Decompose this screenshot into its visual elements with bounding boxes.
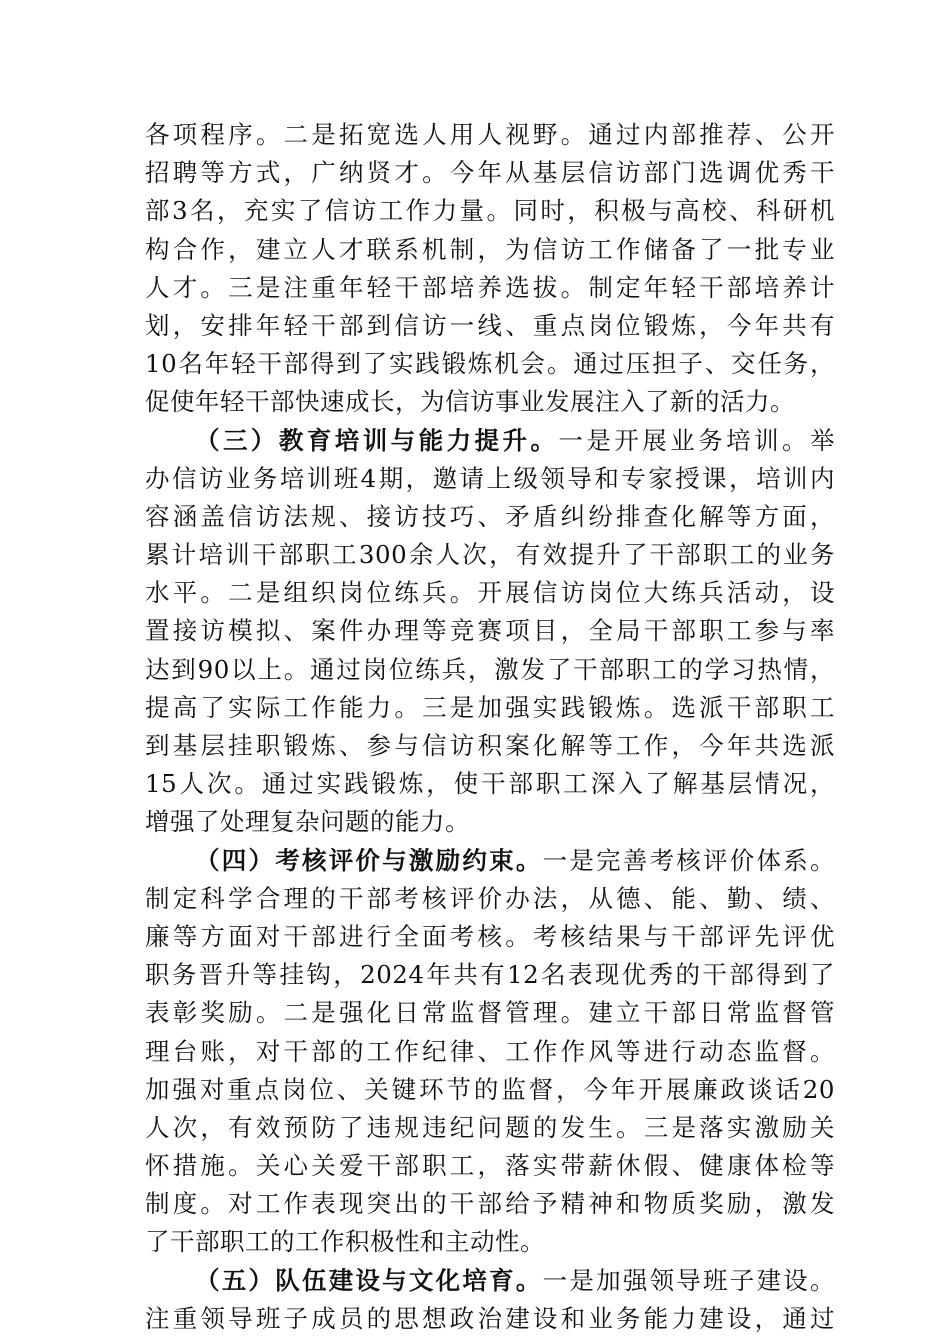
- body-text-line: [145, 192, 835, 230]
- body-text-line: [145, 1109, 835, 1147]
- section-heading-line: [145, 1262, 835, 1300]
- line-text: 累计培训干部职工300余人次，有效提升了干部职工的业务: [145, 540, 835, 570]
- line-text: 划，安排年轻干部到信访一线、重点岗位锻炼，今年共有: [145, 310, 835, 340]
- line-text: 制度。对工作表现突出的干部给予精神和物质奖励，激发: [145, 1189, 835, 1219]
- line-text: 一是完善考核评价体系。: [542, 845, 835, 875]
- line-text: 了干部职工的工作积极性和主动性。: [145, 1227, 545, 1257]
- body-text-line: [145, 460, 835, 498]
- body-text-line: [145, 383, 835, 421]
- body-text-line: [145, 498, 835, 536]
- body-text-line: [145, 154, 835, 192]
- line-text: 容涵盖信访法规、接访技巧、矛盾纠纷排查化解等方面，: [145, 501, 835, 531]
- body-text-line: [145, 269, 835, 307]
- line-text: 达到90以上。通过岗位练兵，激发了干部职工的学习热情，: [145, 654, 835, 684]
- section-heading-line: [145, 842, 835, 880]
- body-text-line: [145, 307, 835, 345]
- line-text: 水平。二是组织岗位练兵。开展信访岗位大练兵活动，设: [145, 578, 835, 608]
- body-text-line: [145, 536, 835, 574]
- line-text: 构合作，建立人才联系机制，为信访工作储备了一批专业: [145, 234, 835, 264]
- body-text-line: [145, 1185, 835, 1223]
- body-text-line: [145, 1147, 835, 1185]
- body-text-line: [145, 345, 835, 383]
- body-text-line: [145, 956, 835, 994]
- line-text: 各项程序。二是拓宽选人用人视野。通过内部推荐、公开: [145, 120, 835, 149]
- line-text: 一是开展业务培训。举: [558, 425, 836, 455]
- line-text: 置接访模拟、案件办理等竞赛项目，全局干部职工参与率: [145, 616, 835, 646]
- body-text-line: [145, 727, 835, 765]
- section-heading: （三）教育培训与能力提升。: [195, 425, 559, 455]
- line-text: 表彰奖励。二是强化日常监督管理。建立干部日常监督管: [145, 998, 835, 1028]
- line-text: 招聘等方式，广纳贤才。今年从基层信访部门选调优秀干: [145, 158, 835, 188]
- document-body: [145, 116, 835, 1338]
- section-heading-line: [145, 422, 835, 460]
- body-text-line: [145, 574, 835, 612]
- body-text-line: [145, 612, 835, 650]
- body-text-line: [145, 803, 835, 841]
- section-heading: （五）队伍建设与文化培育。: [195, 1265, 543, 1295]
- line-text: 10名年轻干部得到了实践锻炼机会。通过压担子、交任务，: [145, 349, 835, 379]
- body-text-line: [145, 918, 835, 956]
- body-text-line: [145, 1071, 835, 1109]
- body-text-line: [145, 1223, 835, 1261]
- line-text: 职务晋升等挂钩，2024年共有12名表现优秀的干部得到了: [145, 960, 835, 990]
- body-text-line: [145, 1300, 835, 1338]
- line-text: 怀措施。关心关爱干部职工，落实带薪休假、健康体检等: [145, 1151, 835, 1181]
- line-text: 加强对重点岗位、关键环节的监督，今年开展廉政谈话20: [145, 1074, 835, 1104]
- line-text: 人才。三是注重年轻干部培养选拔。制定年轻干部培养计: [145, 272, 835, 302]
- line-text: 15人次。通过实践锻炼，使干部职工深入了解基层情况，: [145, 769, 835, 799]
- line-text: 办信访业务培训班4期，邀请上级领导和专家授课，培训内: [145, 463, 835, 493]
- body-text-line: [145, 1033, 835, 1071]
- body-text-line: [145, 651, 835, 689]
- line-text: 制定科学合理的干部考核评价办法，从德、能、勤、绩、: [145, 883, 835, 913]
- body-text-line: [145, 880, 835, 918]
- body-text-line: [145, 994, 835, 1032]
- line-text: 一是加强领导班子建设。: [542, 1265, 835, 1295]
- line-text: 促使年轻干部快速成长，为信访事业发展注入了新的活力。: [145, 387, 795, 417]
- section-heading: （四）考核评价与激励约束。: [195, 845, 543, 875]
- body-text-line: [145, 689, 835, 727]
- line-text: 理台账，对干部的工作纪律、工作作风等进行动态监督。: [145, 1036, 835, 1066]
- line-text: 增强了处理复杂问题的能力。: [145, 807, 470, 837]
- line-text: 提高了实际工作能力。三是加强实践锻炼。选派干部职工: [145, 692, 835, 722]
- body-text-line: [145, 765, 835, 803]
- line-text: 人次，有效预防了违规违纪问题的发生。三是落实激励关: [145, 1112, 835, 1142]
- body-text-line: [145, 231, 835, 269]
- line-text: 到基层挂职锻炼、参与信访积案化解等工作，今年共选派: [145, 731, 835, 760]
- line-text: 注重领导班子成员的思想政治建设和业务能力建设，通过: [145, 1303, 835, 1333]
- line-text: 廉等方面对干部进行全面考核。考核结果与干部评先评优: [145, 921, 835, 951]
- line-text: 部3名，充实了信访工作力量。同时，积极与高校、科研机: [145, 196, 835, 226]
- body-text-line: [145, 116, 835, 154]
